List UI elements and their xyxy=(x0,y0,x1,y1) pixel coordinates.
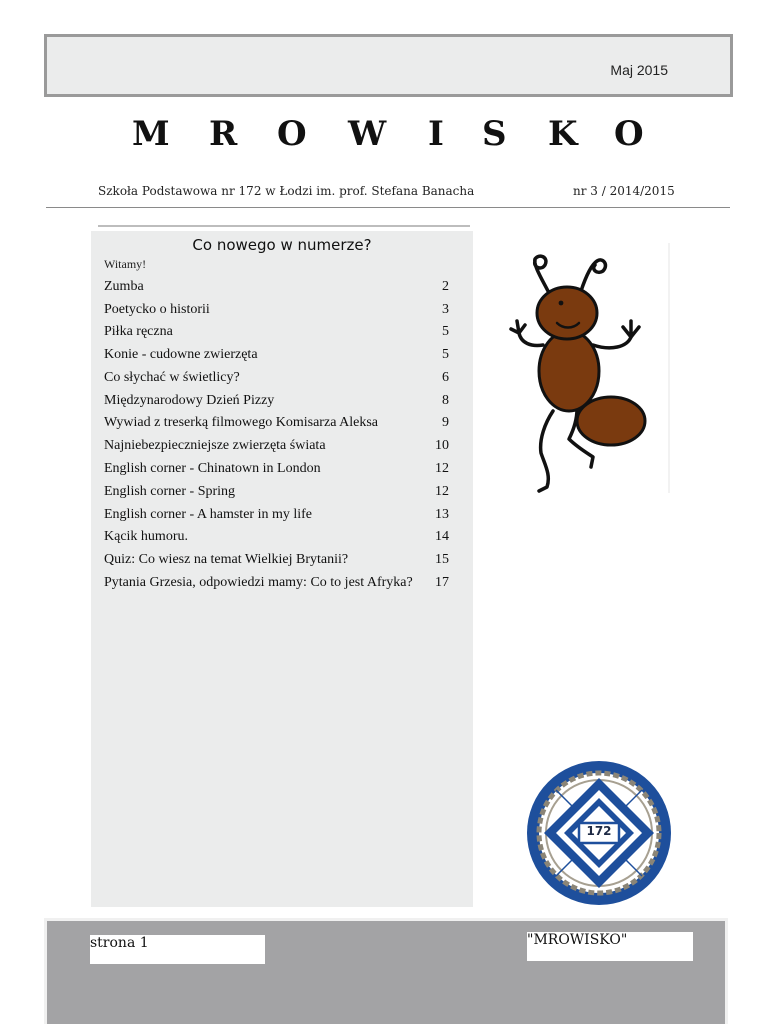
toc-item-page: 8 xyxy=(442,393,449,408)
toc-item-page: 17 xyxy=(435,575,449,590)
toc-item-title: Co słychać w świetlicy? xyxy=(104,370,240,385)
toc-item[interactable] xyxy=(104,393,449,413)
toc-item-title: English corner - A hamster in my life xyxy=(104,507,313,522)
masthead-letter: M xyxy=(132,114,170,154)
toc-item-page: 15 xyxy=(435,552,449,567)
toc-item-title: English corner - Spring xyxy=(104,484,236,499)
toc-item[interactable] xyxy=(104,552,449,572)
header-divider xyxy=(46,207,730,208)
toc-intro: Witamy! xyxy=(104,257,147,271)
toc-item-title: Quiz: Co wiesz na temat Wielkiej Brytanii? xyxy=(104,552,349,567)
toc-item[interactable] xyxy=(104,347,449,367)
masthead-letter: R xyxy=(209,114,238,154)
toc-item-title: Konie - cudowne zwierzęta xyxy=(104,347,258,362)
masthead-letter: O xyxy=(614,114,644,154)
toc-item-title: English corner - Chinatown in London xyxy=(104,461,321,476)
page-number-box xyxy=(90,935,265,964)
toc-top-rule xyxy=(98,225,470,227)
toc-item-title: Piłka ręczna xyxy=(104,324,173,339)
toc-item-title: Kącik humoru. xyxy=(104,529,188,544)
toc-item-title: Zumba xyxy=(104,279,144,294)
toc-item-page: 13 xyxy=(435,507,449,522)
toc-item[interactable] xyxy=(104,415,449,435)
toc-item-page: 5 xyxy=(442,324,449,339)
masthead-title xyxy=(0,114,775,160)
toc-item-page: 10 xyxy=(435,438,449,453)
issue-date: Maj 2015 xyxy=(610,62,668,78)
toc-item[interactable] xyxy=(104,484,449,504)
masthead-letter: S xyxy=(482,114,507,154)
toc-item-page: 9 xyxy=(442,415,449,430)
toc-item-page: 12 xyxy=(435,461,449,476)
emblem-number: 172 xyxy=(586,824,612,838)
magazine-name: "MROWISKO" xyxy=(527,932,628,948)
toc-item-title: Pytania Grzesia, odpowiedzi mamy: Co to jest Afryka? xyxy=(104,575,413,590)
toc-item[interactable] xyxy=(104,575,449,595)
toc-item-title: Poetycko o historii xyxy=(104,302,210,317)
header-banner xyxy=(44,34,733,97)
issue-number: nr 3 / 2014/2015 xyxy=(573,184,675,198)
toc-item[interactable] xyxy=(104,461,449,481)
toc-item-page: 6 xyxy=(442,370,449,385)
page-number: strona 1 xyxy=(90,935,149,951)
toc-item[interactable] xyxy=(104,507,449,527)
toc-item-title: Wywiad z treserką filmowego Komisarza Aleksa xyxy=(104,415,379,430)
toc-item-page: 3 xyxy=(442,302,449,317)
illustration-frame xyxy=(668,243,670,493)
toc-item-page: 12 xyxy=(435,484,449,499)
toc-item[interactable] xyxy=(104,279,449,299)
masthead-letter: W xyxy=(348,114,387,154)
table-of-contents xyxy=(91,231,473,907)
toc-item-title: Najniebezpieczniejsze zwierzęta świata xyxy=(104,438,326,453)
masthead-letter: I xyxy=(428,114,444,154)
toc-item[interactable] xyxy=(104,370,449,390)
school-emblem-icon xyxy=(526,760,672,906)
toc-item-page: 5 xyxy=(442,347,449,362)
masthead-letter: K xyxy=(548,114,578,154)
toc-item-page: 14 xyxy=(435,529,449,544)
school-name: Szkoła Podstawowa nr 172 w Łodzi im. prof. Stefana Banacha xyxy=(98,184,475,198)
masthead-letter: O xyxy=(277,114,307,154)
toc-item[interactable] xyxy=(104,324,449,344)
toc-item[interactable] xyxy=(104,302,449,322)
toc-item-title: Międzynarodowy Dzień Pizzy xyxy=(104,393,275,408)
magazine-name-box xyxy=(527,932,693,961)
toc-item-page: 2 xyxy=(442,279,449,294)
toc-item[interactable] xyxy=(104,529,449,549)
toc-title: Co nowego w numerze? xyxy=(192,236,372,254)
toc-item[interactable] xyxy=(104,438,449,458)
ant-illustration-icon xyxy=(481,243,671,493)
